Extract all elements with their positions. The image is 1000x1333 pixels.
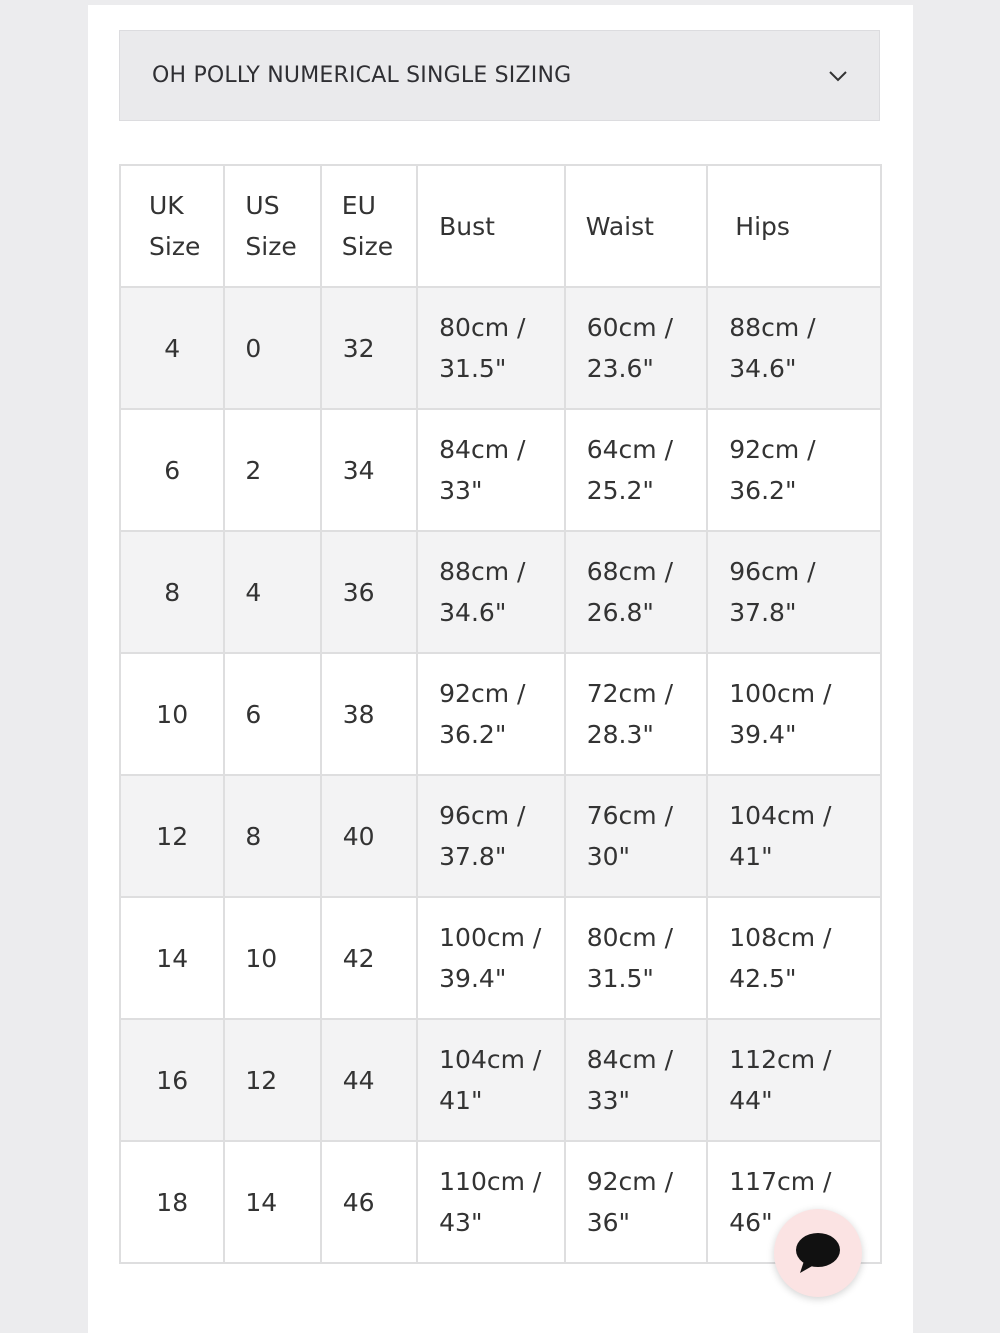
- cell-uk-size: 10: [120, 653, 224, 775]
- cell-bust-line: 80cm /: [439, 313, 526, 342]
- cell-bust-line: 110cm /: [439, 1167, 542, 1196]
- header-bust: Bust: [417, 165, 565, 287]
- cell-bust-line: 92cm /: [439, 679, 526, 708]
- cell-waist-line: 28.3": [586, 720, 654, 749]
- cell-hips-line: 37.8": [729, 598, 797, 627]
- cell-eu-size: 34: [321, 409, 417, 531]
- cell-hips-line: 46": [729, 1208, 773, 1237]
- cell-hips: [707, 897, 881, 1019]
- cell-bust: [417, 653, 565, 775]
- cell-us-size: 14: [224, 1141, 320, 1263]
- cell-hips-line: 34.6": [729, 354, 797, 383]
- cell-hips-line: 117cm /: [729, 1167, 832, 1196]
- cell-bust-line: 41": [439, 1086, 483, 1115]
- chat-button[interactable]: [774, 1209, 862, 1297]
- table-row: [120, 1019, 881, 1141]
- cell-hips-line: 92cm /: [729, 435, 816, 464]
- cell-waist: [565, 531, 708, 653]
- cell-waist-line: 26.8": [586, 598, 654, 627]
- cell-hips-line: 88cm /: [729, 313, 816, 342]
- cell-hips: [707, 287, 881, 409]
- cell-bust-line: 84cm /: [439, 435, 526, 464]
- table-row: [120, 775, 881, 897]
- cell-bust-line: 36.2": [439, 720, 507, 749]
- cell-hips-line: 44": [729, 1086, 773, 1115]
- cell-hips: [707, 1019, 881, 1141]
- cell-bust-line: 31.5": [439, 354, 507, 383]
- cell-waist: [565, 287, 708, 409]
- table-row: [120, 897, 881, 1019]
- table-row: [120, 653, 881, 775]
- table-row: [120, 531, 881, 653]
- cell-us-size: 0: [224, 287, 320, 409]
- cell-hips: [707, 653, 881, 775]
- header-waist: Waist: [565, 165, 708, 287]
- cell-eu-size: 36: [321, 531, 417, 653]
- cell-hips-line: 104cm /: [729, 801, 832, 830]
- cell-waist-line: 68cm /: [586, 557, 674, 586]
- cell-waist-line: 23.6": [586, 354, 654, 383]
- cell-uk-size: 4: [120, 287, 224, 409]
- cell-bust-line: 37.8": [439, 842, 507, 871]
- cell-eu-size: 40: [321, 775, 417, 897]
- table-row: [120, 1141, 881, 1263]
- chevron-down-icon: [827, 65, 849, 87]
- header-uk-size: UK Size: [120, 165, 224, 287]
- cell-waist-line: 36": [586, 1208, 631, 1237]
- cell-bust: [417, 897, 565, 1019]
- table-header-row: [120, 165, 881, 287]
- table-row: [120, 287, 881, 409]
- cell-bust: [417, 1141, 565, 1263]
- cell-uk-size: 18: [120, 1141, 224, 1263]
- cell-hips-line: 36.2": [729, 476, 797, 505]
- cell-hips: [707, 775, 881, 897]
- cell-bust: [417, 1019, 565, 1141]
- header-hips: Hips: [707, 165, 881, 287]
- header-us-size: US Size: [224, 165, 320, 287]
- cell-bust-line: 100cm /: [439, 923, 542, 952]
- cell-bust: [417, 409, 565, 531]
- cell-waist-line: 30": [586, 842, 631, 871]
- cell-us-size: 2: [224, 409, 320, 531]
- cell-hips-line: 108cm /: [729, 923, 832, 952]
- cell-waist-line: 33": [586, 1086, 631, 1115]
- chat-bubble-icon: [794, 1231, 842, 1275]
- cell-us-size: 4: [224, 531, 320, 653]
- cell-waist-line: 60cm /: [586, 313, 674, 342]
- cell-hips-line: 96cm /: [729, 557, 816, 586]
- cell-bust-line: 34.6": [439, 598, 507, 627]
- cell-waist-line: 84cm /: [586, 1045, 674, 1074]
- cell-eu-size: 32: [321, 287, 417, 409]
- cell-waist: [565, 1019, 708, 1141]
- cell-bust-line: 39.4": [439, 964, 507, 993]
- cell-us-size: 10: [224, 897, 320, 1019]
- sizing-dropdown-label: OH POLLY NUMERICAL SINGLE SIZING: [152, 63, 572, 88]
- cell-bust: [417, 531, 565, 653]
- cell-eu-size: 38: [321, 653, 417, 775]
- size-chart-table: [119, 164, 882, 1264]
- cell-eu-size: 42: [321, 897, 417, 1019]
- cell-waist-line: 25.2": [586, 476, 654, 505]
- cell-hips-line: 39.4": [729, 720, 797, 749]
- cell-waist: [565, 897, 708, 1019]
- table-row: [120, 409, 881, 531]
- cell-waist-line: 31.5": [586, 964, 654, 993]
- cell-uk-size: 6: [120, 409, 224, 531]
- cell-hips: [707, 409, 881, 531]
- cell-bust-line: 96cm /: [439, 801, 526, 830]
- cell-waist-line: 64cm /: [586, 435, 674, 464]
- cell-bust-line: 88cm /: [439, 557, 526, 586]
- cell-us-size: 6: [224, 653, 320, 775]
- cell-uk-size: 12: [120, 775, 224, 897]
- cell-waist-line: 72cm /: [586, 679, 674, 708]
- cell-bust: [417, 287, 565, 409]
- cell-waist-line: 92cm /: [586, 1167, 674, 1196]
- header-eu-size: EU Size: [321, 165, 417, 287]
- cell-us-size: 12: [224, 1019, 320, 1141]
- cell-bust: [417, 775, 565, 897]
- cell-uk-size: 14: [120, 897, 224, 1019]
- cell-us-size: 8: [224, 775, 320, 897]
- cell-hips-line: 42.5": [729, 964, 797, 993]
- cell-hips: [707, 531, 881, 653]
- cell-eu-size: 44: [321, 1019, 417, 1141]
- cell-bust-line: 43": [439, 1208, 483, 1237]
- cell-hips-line: 100cm /: [729, 679, 832, 708]
- cell-uk-size: 8: [120, 531, 224, 653]
- cell-eu-size: 46: [321, 1141, 417, 1263]
- cell-waist: [565, 409, 708, 531]
- cell-uk-size: 16: [120, 1019, 224, 1141]
- cell-hips-line: 41": [729, 842, 773, 871]
- cell-bust-line: 104cm /: [439, 1045, 542, 1074]
- cell-waist: [565, 1141, 708, 1263]
- cell-waist: [565, 775, 708, 897]
- cell-waist-line: 80cm /: [586, 923, 674, 952]
- sizing-dropdown[interactable]: [119, 30, 880, 121]
- cell-waist-line: 76cm /: [586, 801, 674, 830]
- cell-hips-line: 112cm /: [729, 1045, 832, 1074]
- cell-bust-line: 33": [439, 476, 483, 505]
- cell-waist: [565, 653, 708, 775]
